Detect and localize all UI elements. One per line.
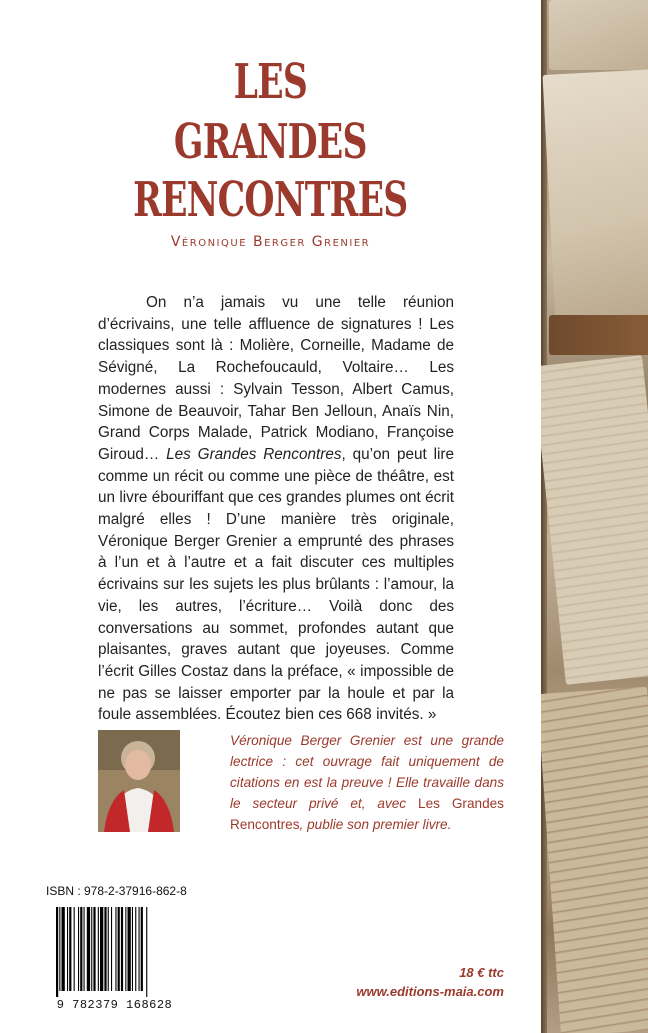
barcode-bar [93,907,95,991]
barcode-bar [125,907,126,991]
blurb [98,292,454,726]
barcode-bar [56,907,58,997]
bio-part1: Véronique Berger Grenier est une grande lectrice : cet ouvrage fait uniquement de citations en est la preuve ! Elle travaille dans le secteur privé et, avec [230,733,504,811]
barcode-bar [87,907,90,991]
barcode-bar [111,907,112,991]
bio-part2: , publie son premier livre. [299,817,452,832]
barcode-bars [56,907,176,997]
isbn: ISBN : 978-2-37916-862-8 [46,884,187,898]
blurb-book-title: Les Grandes Rencontres [166,445,342,463]
barcode [46,903,183,1011]
author-photo-illustration [98,730,180,832]
book-spine-block [549,315,648,355]
barcode-bar [91,907,92,991]
barcode-bar [100,907,103,991]
barcode-bar [108,907,109,991]
book-page-block [543,69,648,324]
blurb-paragraph [98,292,454,726]
author-photo [98,730,180,832]
barcode-number: 9 782379 168628 [56,998,173,1012]
barcode-bar [80,907,82,991]
barcode-bar [128,907,131,991]
barcode-bar [146,907,147,997]
blurb-rest: , qu’on peut lire comme un récit ou comme une pièce de théâtre, est un livre ébouriffant que ces grandes plumes ont écrit malgré elles ! D’une manière très originale, Véronique Berger Grenier a emprunté des phrases à l’un et à l’autre et a fait discuter ces multiples écrivains sur les sujets les plus brûlants : l’amour, la vie, les autres, l’écriture… Voilà donc des conversations au sommet, profondes autant que plaisantes, graves autant que joyeuses. Comme l’écrit Gilles Costaz dans la préface, « impossible de ne pas se laisser emporter par la houle et par la foule assemblées. Écoutez bien ces 668 invités. » [98,445,455,724]
author-name-text: Véronique Berger Grenier [170,234,371,250]
barcode-bar [121,907,123,991]
barcode-bar [69,907,71,991]
publisher-website[interactable]: www.editions-maia.com [356,984,504,999]
barcode-bar [132,907,133,991]
bio-book-title: Les Grandes Rencontres [230,796,504,832]
barcode-bar [104,907,106,991]
barcode-bar [139,907,140,991]
barcode-bar [59,907,60,991]
book-page-block [541,687,648,1033]
barcode-bar [74,907,75,991]
title-line-1: LES [233,54,308,110]
price: 18 € ttc [459,965,504,980]
title-line-3: RENCONTRES [133,172,408,228]
book-page-block [549,0,648,70]
barcode-bar [98,907,99,991]
barcode-bar [62,907,65,991]
blurb-intro: On n’a jamais vu une telle réunion d’écrivains, une telle affluence de signatures ! Les classiques sont là : Molière, Corneille, Madame de Sévigné, La Rochefoucauld, Voltaire… Les modernes aussi : Sylvain Tesson, Albert Camus, Simone de Beauvoir, Tahar Ben Jelloun, Anaïs Nin, Grand Corps Malade, Patrick Modiano, Françoise Giroud… [98,294,454,463]
book-page-block [541,355,648,685]
barcode-bar [67,907,68,991]
barcode-bar [84,907,85,991]
barcode-bar [115,907,116,991]
barcode-bar [118,907,120,991]
title-line-2: GRANDES [173,114,367,170]
barcode-bar [135,907,136,991]
author-bio [230,730,504,835]
book-pages-photo-strip [541,0,648,1033]
barcode-bar [78,907,79,991]
author-name [0,234,541,250]
barcode-bar [141,907,143,991]
